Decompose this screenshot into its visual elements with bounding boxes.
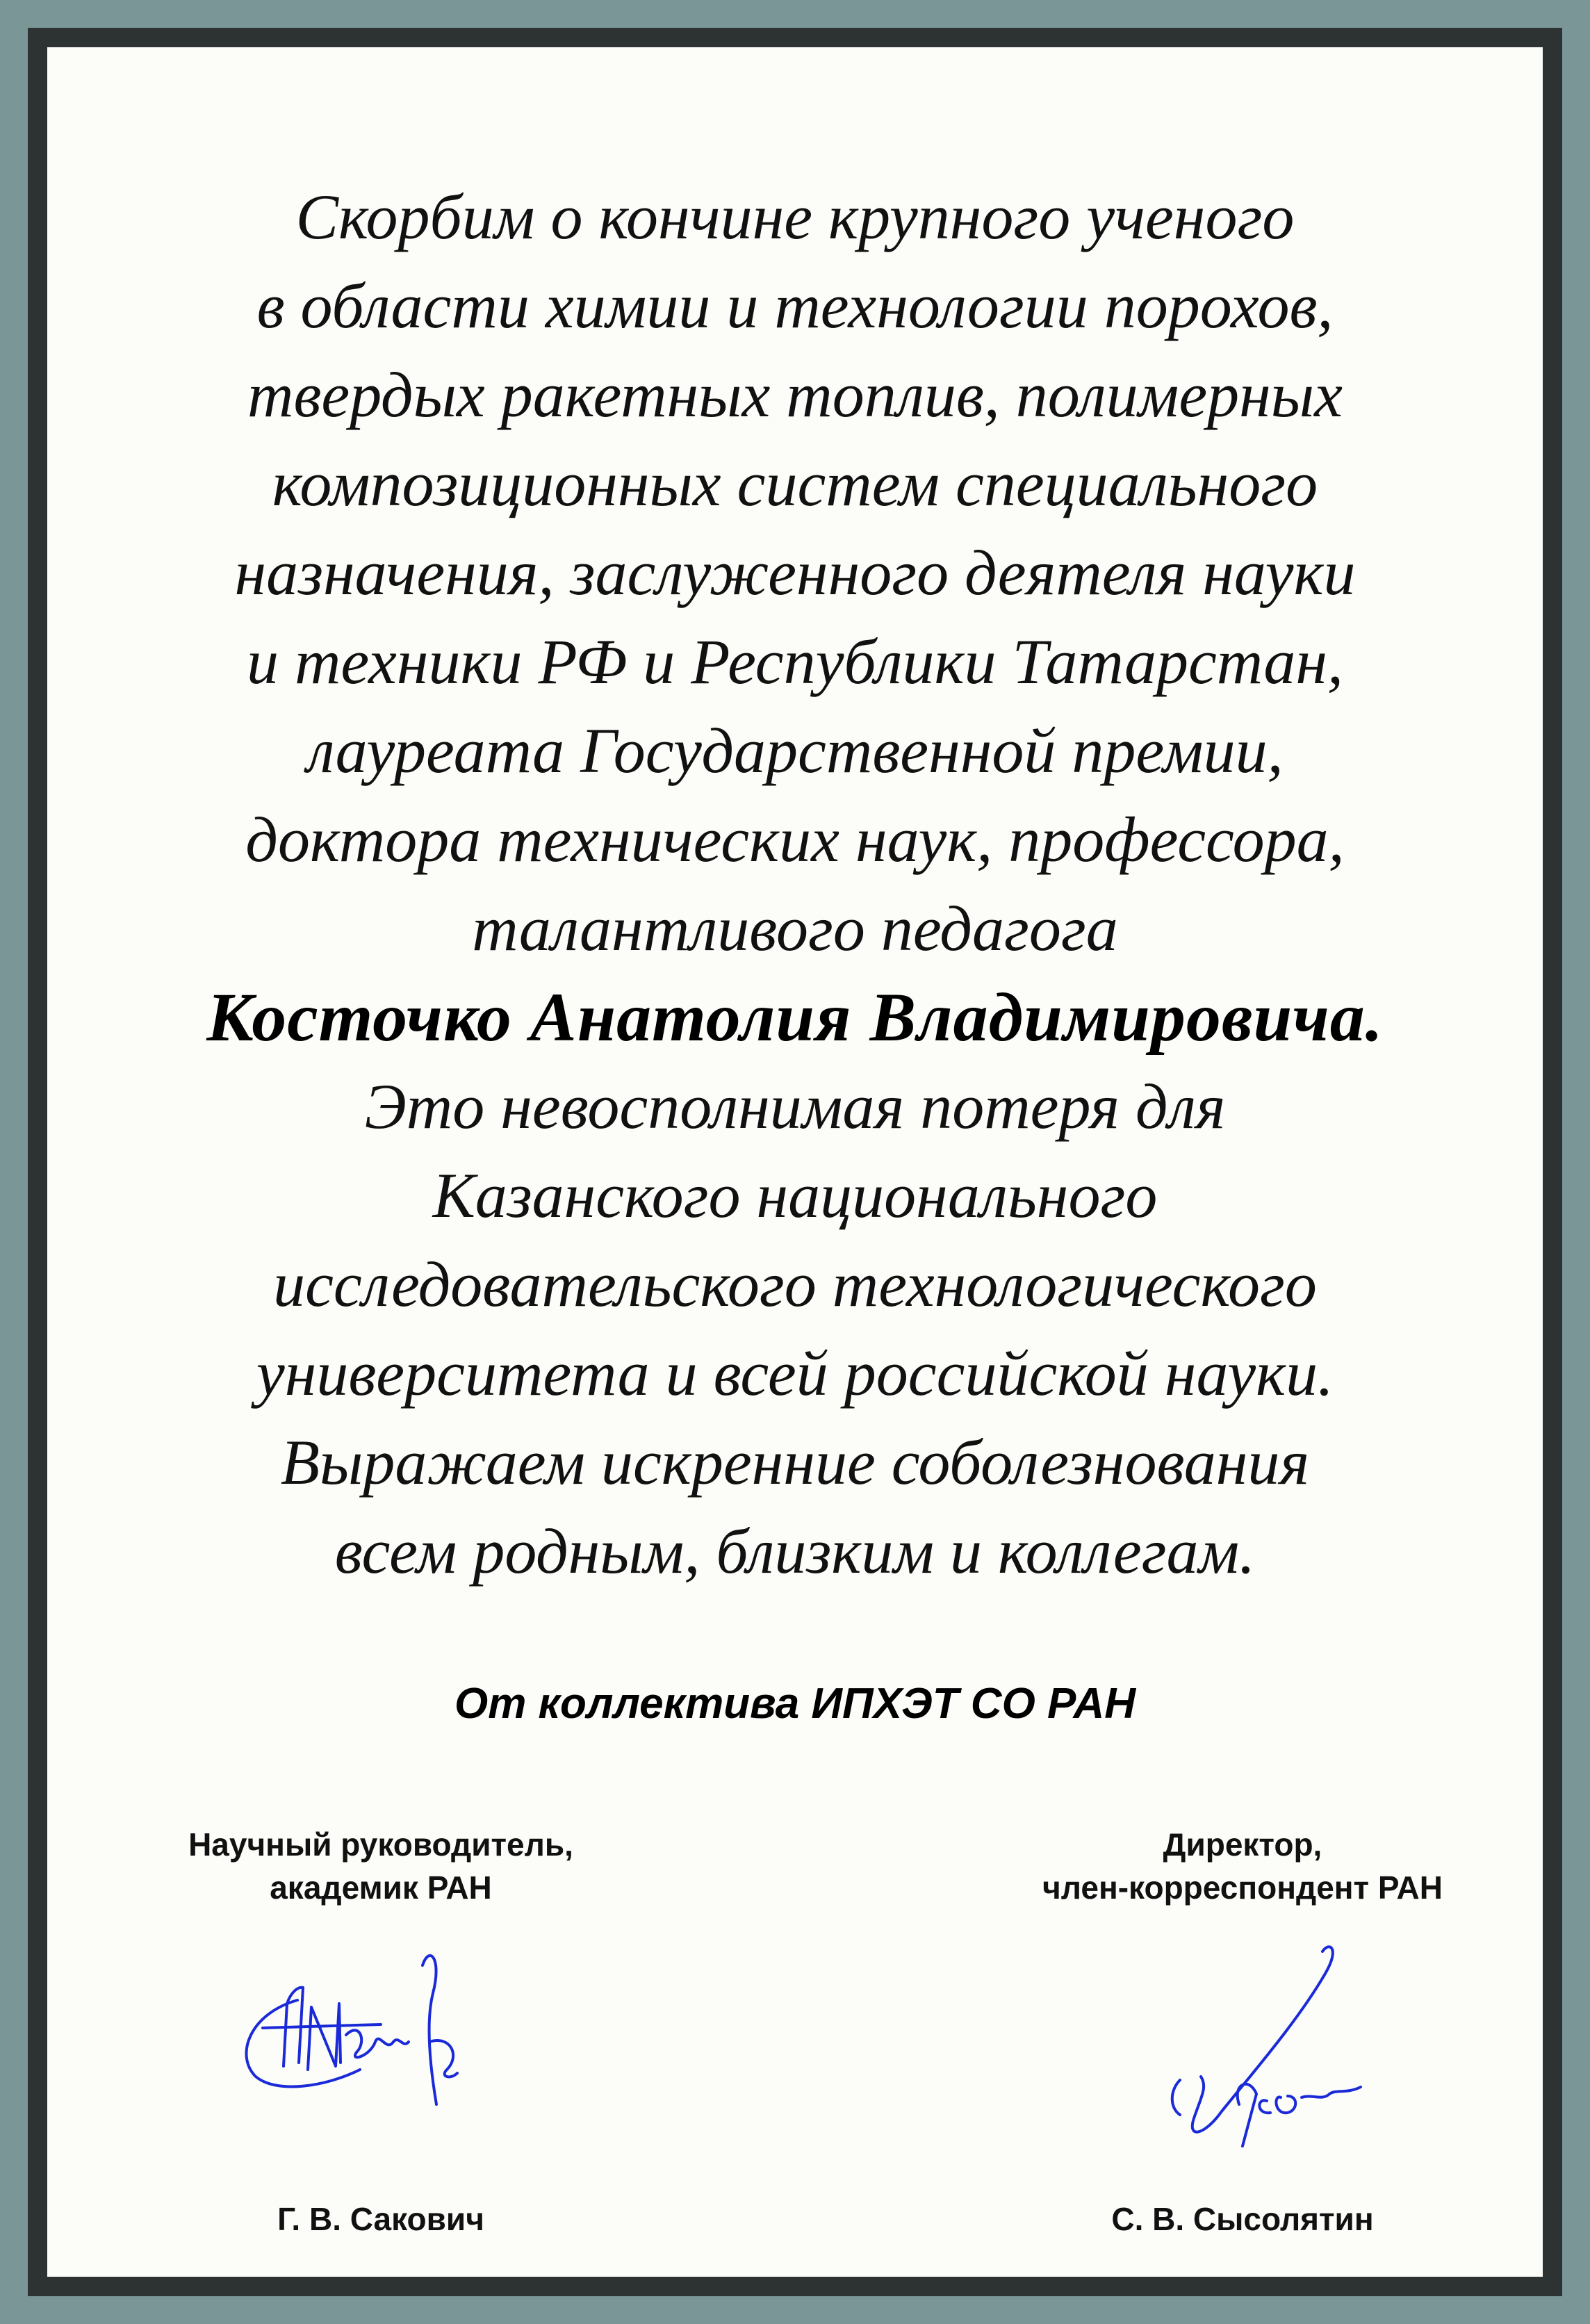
collective-signature-line: От коллектива ИПХЭТ СО РАН (454, 1680, 1136, 1728)
right-title-line1: Директор, (1163, 1826, 1322, 1863)
text-line: твердых ракетных топлив, полимерных (247, 359, 1343, 430)
text-line: Это невосполнимая потеря для (364, 1071, 1226, 1142)
text-line: композиционных систем специального (272, 448, 1318, 519)
left-title-line1: Научный руководитель, (188, 1826, 573, 1863)
right-signatory-name: С. В. Сысолятин (1111, 2201, 1374, 2237)
text-line: Выражаем искренние соболезнования (280, 1427, 1310, 1498)
left-handwritten-signature (221, 1938, 513, 2132)
text-line: талантливого педагога (472, 893, 1118, 964)
condolence-card (47, 47, 1543, 2277)
text-line: университета и всей российской науки. (256, 1338, 1334, 1409)
left-signatory-name: Г. В. Сакович (277, 2201, 484, 2237)
text-line: Казанского национального (432, 1160, 1158, 1231)
right-signatory-title (992, 1823, 1493, 1909)
text-line: и техники РФ и Республики Татарстан, (246, 626, 1343, 697)
condolence-text (138, 172, 1452, 1596)
text-line: всем родным, близким и коллегам. (334, 1516, 1256, 1587)
text-line: доктора технических наук, профессора, (245, 804, 1345, 875)
text-line: исследовательского технологического (273, 1249, 1317, 1320)
left-signatory-title (131, 1823, 631, 1909)
right-title-line2: член-корреспондент РАН (1042, 1869, 1443, 1906)
left-title-line2: академик РАН (270, 1869, 492, 1906)
deceased-name: Косточко Анатолия Владимировича. (206, 979, 1384, 1056)
text-line: в области химии и технологии порохов, (256, 270, 1334, 341)
text-line: назначения, заслуженного деятеля науки (234, 537, 1356, 608)
right-handwritten-signature (1138, 1938, 1430, 2160)
text-line: Скорбим о кончине крупного ученого (295, 181, 1295, 252)
text-line: лауреата Государственной премии, (306, 715, 1284, 786)
